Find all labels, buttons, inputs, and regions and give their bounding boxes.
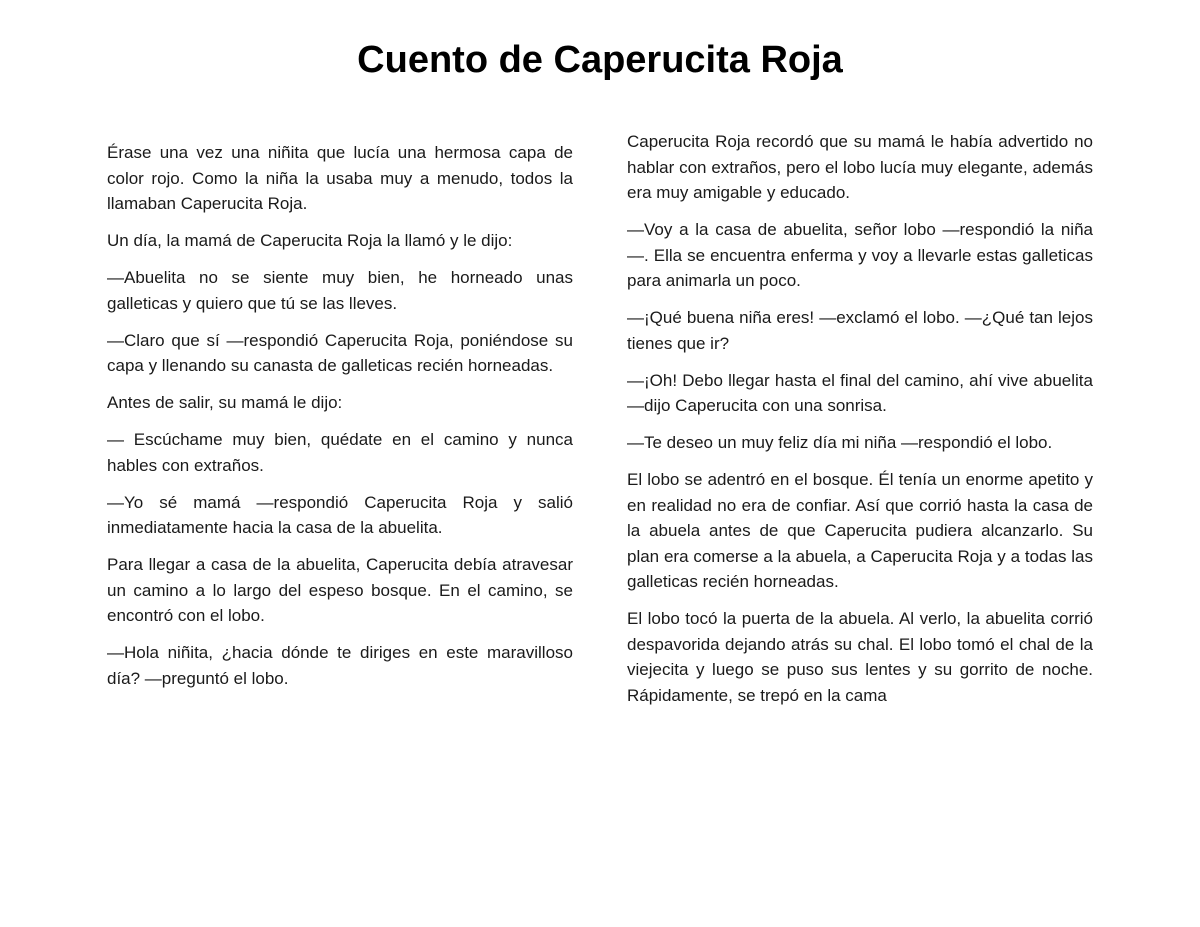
paragraph: —Yo sé mamá —respondió Caperucita Roja y salió inmediatamente hacia la casa de la abuelita.: [107, 492, 573, 537]
left-column: [107, 140, 573, 703]
paragraph: Un día, la mamá de Caperucita Roja la llamó y le dijo:: [107, 231, 513, 250]
paragraph: —Hola niñita, ¿hacia dónde te diriges en este maravilloso día? —preguntó el lobo.: [107, 643, 573, 688]
paragraph: Caperucita Roja recordó que su mamá le había advertido no hablar con extraños, pero el lobo lucía muy elegante, además era muy amigable y educado.: [627, 132, 1093, 202]
paragraph: Antes de salir, su mamá le dijo:: [107, 393, 343, 412]
page-title: Cuento de Caperucita Roja: [357, 39, 843, 81]
paragraph: Para llegar a casa de la abuelita, Caperucita debía atravesar un camino a lo largo del espeso bosque. En el camino, se encontró con el lobo.: [107, 555, 573, 625]
paragraph: —Abuelita no se siente muy bien, he horneado unas galleticas y quiero que tú se las lleves.: [107, 268, 573, 313]
paragraph: El lobo tocó la puerta de la abuela. Al verlo, la abuelita corrió despavorida dejando atrás su chal. El lobo tomó el chal de la viejecita y luego se puso sus lentes y su gorrito de noche. Rápidamente, se trepó en la cama: [627, 609, 1093, 705]
paragraph: El lobo se adentró en el bosque. Él tenía un enorme apetito y en realidad no era de confiar. Así que corrió hasta la casa de la abuela antes de que Caperucita pudiera alcanzarlo. Su plan era comerse a la abuela, a Caperucita Roja y a todas las galleticas recién horneadas.: [627, 470, 1093, 591]
paragraph: — Escúchame muy bien, quédate en el camino y nunca hables con extraños.: [107, 430, 573, 475]
paragraph: Érase una vez una niñita que lucía una hermosa capa de color rojo. Como la niña la usaba muy a menudo, todos la llamaban Caperucita Roja.: [107, 143, 573, 213]
paragraph: —¡Qué buena niña eres! —exclamó el lobo. —¿Qué tan lejos tienes que ir?: [627, 308, 1093, 353]
paragraph: —Claro que sí —respondió Caperucita Roja, poniéndose su capa y llenando su canasta de galleticas recién horneadas.: [107, 330, 573, 375]
paragraph: —¡Oh! Debo llegar hasta el final del camino, ahí vive abuelita—dijo Caperucita con una sonrisa.: [627, 370, 1093, 415]
paragraph: —Te deseo un muy feliz día mi niña —respondió el lobo.: [627, 433, 1053, 452]
paragraph: —Voy a la casa de abuelita, señor lobo —respondió la niña—. Ella se encuentra enferma y voy a llevarle estas galleticas para animarla un poco.: [627, 220, 1093, 290]
right-column: [627, 129, 1093, 720]
